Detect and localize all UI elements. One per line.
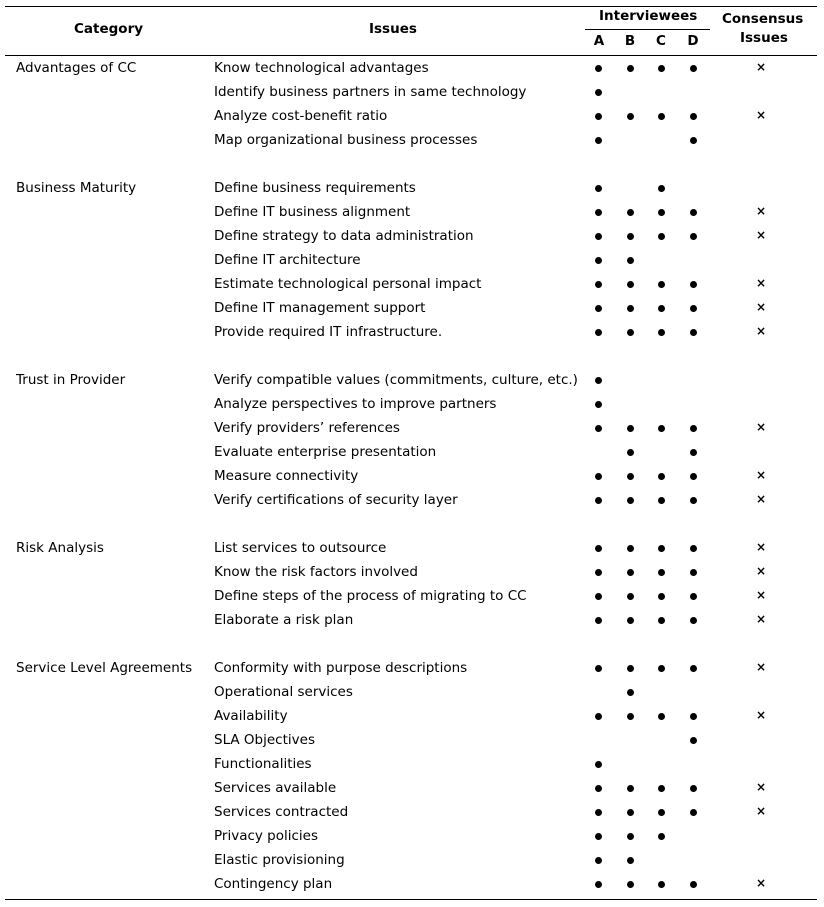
interviewee-c-dot [658,305,665,312]
table-row [0,539,824,563]
table-row [0,803,824,827]
interviewee-b-dot [627,233,634,240]
interviewee-c-dot [658,473,665,480]
interviewee-c-dot [658,713,665,720]
consensus-mark: × [755,276,767,290]
interviewee-b-dot [627,665,634,672]
interviewee-b-dot [627,713,634,720]
consensus-mark: × [755,204,767,218]
header-category: Category [74,21,144,37]
consensus-mark: × [755,612,767,626]
interviewee-b-dot [627,569,634,576]
interviewee-a-dot [595,305,602,312]
issue-label: Define IT architecture [214,252,361,268]
interviewee-d-dot [690,209,697,216]
consensus-mark: × [755,492,767,506]
header-bottom-rule [5,55,817,56]
interviewee-c-dot [658,617,665,624]
consensus-mark: × [755,876,767,890]
interviewee-c-dot [658,497,665,504]
interviewee-d-dot [690,233,697,240]
interviewee-b-dot [627,65,634,72]
interviewee-a-dot [595,281,602,288]
issue-label: Services contracted [214,804,349,820]
consensus-mark: × [755,804,767,818]
table-row [0,611,824,635]
interviewee-d-dot [690,713,697,720]
header-col-b: B [624,33,636,49]
consensus-mark: × [755,780,767,794]
issue-label: Provide required IT infrastructure. [214,324,443,340]
interviewee-a-dot [595,833,602,840]
interviewee-d-dot [690,809,697,816]
interviewee-a-dot [595,257,602,264]
issue-label: Services available [214,780,337,796]
table-row [0,179,824,203]
interviewee-a-dot [595,665,602,672]
table-row [0,779,824,803]
interviewee-b-dot [627,257,634,264]
table-row [0,731,824,755]
header-col-c: C [656,33,666,49]
interviewee-d-dot [690,449,697,456]
interviewee-d-dot [690,113,697,120]
issue-label: Operational services [214,684,353,700]
consensus-mark: × [755,420,767,434]
interviewee-b-dot [627,281,634,288]
interviewee-a-dot [595,425,602,432]
table-row [0,395,824,419]
category-label: Business Maturity [16,180,137,196]
interviewee-b-dot [627,857,634,864]
interviewee-b-dot [627,809,634,816]
interviewee-c-dot [658,281,665,288]
interviewee-d-dot [690,617,697,624]
interviewee-a-dot [595,569,602,576]
interviewee-a-dot [595,65,602,72]
interviewee-d-dot [690,881,697,888]
interviewee-a-dot [595,713,602,720]
issue-label: Evaluate enterprise presentation [214,444,437,460]
interviewee-a-dot [595,209,602,216]
interviewee-b-dot [627,425,634,432]
issue-label: Define IT business alignment [214,204,411,220]
issue-label: Verify certifications of security layer [214,492,458,508]
interviewee-c-dot [658,233,665,240]
interviewee-b-dot [627,449,634,456]
consensus-mark: × [755,588,767,602]
table-row [0,659,824,683]
issue-label: Define business requirements [214,180,416,196]
interviewee-d-dot [690,593,697,600]
header-issues: Issues [369,21,417,37]
table-row [0,419,824,443]
interviewee-c-dot [658,785,665,792]
table-row [0,875,824,899]
interviewee-a-dot [595,329,602,336]
interviewee-b-dot [627,593,634,600]
interviewee-c-dot [658,209,665,216]
interviewees-underline [585,29,710,30]
header-col-d: D [687,33,699,49]
category-label: Risk Analysis [16,540,104,556]
interviewee-a-dot [595,185,602,192]
table-row [0,851,824,875]
table-bottom-rule [5,899,817,900]
interviewee-d-dot [690,425,697,432]
issue-label: SLA Objectives [214,732,315,748]
table-row [0,563,824,587]
interviewee-c-dot [658,425,665,432]
interviewee-d-dot [690,785,697,792]
interviewee-a-dot [595,401,602,408]
category-label: Advantages of CC [16,60,137,76]
interviewee-a-dot [595,137,602,144]
table-row [0,491,824,515]
issue-label: Map organizational business processes [214,132,478,148]
interviewee-a-dot [595,473,602,480]
interviewee-c-dot [658,113,665,120]
interviewee-b-dot [627,329,634,336]
interviewee-b-dot [627,497,634,504]
consensus-mark: × [755,468,767,482]
issue-label: Identify business partners in same technology [214,84,527,100]
consensus-mark: × [755,108,767,122]
interviewee-c-dot [658,665,665,672]
interviewee-d-dot [690,137,697,144]
interviewee-b-dot [627,833,634,840]
interviewee-b-dot [627,689,634,696]
interviewee-d-dot [690,737,697,744]
issue-label: Conformity with purpose descriptions [214,660,468,676]
table-row [0,131,824,155]
table-row [0,467,824,491]
interviewee-a-dot [595,881,602,888]
consensus-mark: × [755,708,767,722]
interviewee-a-dot [595,545,602,552]
table-row [0,443,824,467]
table-row [0,227,824,251]
interviewee-d-dot [690,665,697,672]
interviewee-d-dot [690,569,697,576]
issue-label: Contingency plan [214,876,333,892]
issue-label: Elaborate a risk plan [214,612,354,628]
consensus-mark: × [755,60,767,74]
issue-label: Analyze perspectives to improve partners [214,396,497,412]
issue-label: Define strategy to data administration [214,228,474,244]
interviewee-c-dot [658,545,665,552]
interviewee-c-dot [658,809,665,816]
interviewee-c-dot [658,329,665,336]
interviewee-b-dot [627,305,634,312]
issue-label: Define steps of the process of migrating to CC [214,588,527,604]
table-row [0,107,824,131]
consensus-mark: × [755,324,767,338]
issue-label: Analyze cost-benefit ratio [214,108,388,124]
issue-label: Define IT management support [214,300,426,316]
issue-label: Estimate technological personal impact [214,276,482,292]
interviewee-a-dot [595,785,602,792]
interviewee-c-dot [658,593,665,600]
table-row [0,707,824,731]
interviewee-d-dot [690,281,697,288]
interviewee-b-dot [627,113,634,120]
issue-label: List services to outsource [214,540,387,556]
interviewee-a-dot [595,761,602,768]
interviewee-a-dot [595,497,602,504]
interviewee-a-dot [595,809,602,816]
consensus-mark: × [755,660,767,674]
table-row [0,683,824,707]
interviewee-b-dot [627,785,634,792]
header-consensus-line2: Issues [740,30,788,46]
table-row [0,203,824,227]
interviewee-d-dot [690,305,697,312]
interviewee-b-dot [627,617,634,624]
interviewee-d-dot [690,497,697,504]
interviewee-c-dot [658,569,665,576]
interviewee-a-dot [595,113,602,120]
issue-label: Availability [214,708,288,724]
table-row [0,59,824,83]
interviewee-a-dot [595,617,602,624]
table-row [0,251,824,275]
consensus-mark: × [755,540,767,554]
consensus-mark: × [755,228,767,242]
interviewee-c-dot [658,185,665,192]
issue-label: Verify compatible values (commitments, culture, etc.) [214,372,578,388]
header-col-a: A [593,33,605,49]
interviewee-a-dot [595,593,602,600]
issue-label: Know the risk factors involved [214,564,418,580]
consensus-mark: × [755,300,767,314]
issue-label: Measure connectivity [214,468,359,484]
interviewee-c-dot [658,65,665,72]
table-row [0,83,824,107]
table-row [0,275,824,299]
issue-label: Verify providers’ references [214,420,400,436]
interviewee-d-dot [690,473,697,480]
table-top-rule [5,6,817,7]
issue-label: Know technological advantages [214,60,429,76]
category-label: Service Level Agreements [16,660,193,676]
issue-label: Elastic provisioning [214,852,345,868]
header-interviewees: Interviewees [599,8,698,24]
interviewee-a-dot [595,377,602,384]
interviewee-b-dot [627,881,634,888]
interviewee-b-dot [627,473,634,480]
table-row [0,371,824,395]
interviewee-d-dot [690,545,697,552]
issue-label: Functionalities [214,756,312,772]
table-row [0,587,824,611]
interviewee-a-dot [595,233,602,240]
table-row [0,299,824,323]
interviewee-c-dot [658,833,665,840]
issue-label: Privacy policies [214,828,319,844]
interviewee-b-dot [627,209,634,216]
interviewee-a-dot [595,857,602,864]
interviewee-d-dot [690,329,697,336]
interviewee-a-dot [595,89,602,96]
interviewee-d-dot [690,65,697,72]
interviewee-b-dot [627,545,634,552]
table-row [0,323,824,347]
category-label: Trust in Provider [16,372,126,388]
table-row [0,827,824,851]
consensus-mark: × [755,564,767,578]
interviewee-c-dot [658,881,665,888]
header-consensus-line1: Consensus [722,11,804,27]
table-row [0,755,824,779]
